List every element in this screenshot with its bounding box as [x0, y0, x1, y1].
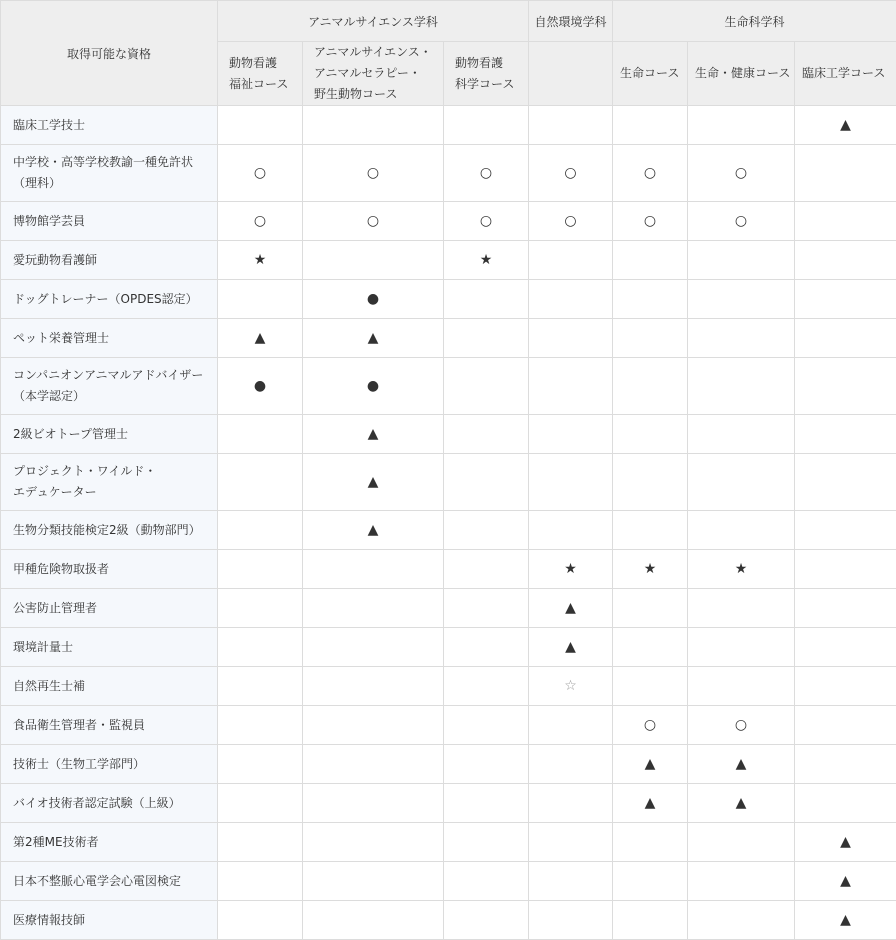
- star-mark: ★: [218, 241, 303, 280]
- empty-cell: [613, 511, 688, 550]
- empty-cell: [795, 202, 896, 241]
- course-header-clinical-engineering: 臨床工学コース: [795, 42, 896, 106]
- triangle-mark: ▲: [688, 745, 795, 784]
- group-header-animal-science: アニマルサイエンス学科: [218, 1, 529, 42]
- triangle-mark: ▲: [795, 901, 896, 940]
- empty-cell: [613, 106, 688, 145]
- table-row: [1, 511, 896, 550]
- table-row: [1, 202, 896, 241]
- filled-circle-mark: ●: [218, 358, 303, 415]
- qualification-name: 技術士（生物工学部門）: [1, 745, 218, 784]
- empty-cell: [303, 667, 444, 706]
- qualification-name: プロジェクト・ワイルド・ エデュケーター: [1, 454, 218, 511]
- triangle-mark: ▲: [529, 628, 613, 667]
- table-row: [1, 319, 896, 358]
- table-row: [1, 667, 896, 706]
- qualification-name: 愛玩動物看護師: [1, 241, 218, 280]
- empty-cell: [303, 106, 444, 145]
- open-circle-mark: ○: [303, 202, 444, 241]
- triangle-mark: ▲: [795, 823, 896, 862]
- qualification-name: ドッグトレーナー（OPDES認定）: [1, 280, 218, 319]
- empty-cell: [303, 862, 444, 901]
- empty-cell: [303, 823, 444, 862]
- empty-cell: [795, 628, 896, 667]
- table-row: [1, 784, 896, 823]
- empty-cell: [688, 415, 795, 454]
- empty-cell: [795, 280, 896, 319]
- empty-cell: [529, 241, 613, 280]
- empty-cell: [303, 241, 444, 280]
- empty-cell: [218, 280, 303, 319]
- open-circle-mark: ○: [613, 202, 688, 241]
- open-circle-mark: ○: [613, 706, 688, 745]
- empty-cell: [688, 823, 795, 862]
- empty-cell: [303, 901, 444, 940]
- filled-circle-mark: ●: [303, 358, 444, 415]
- table-header: [1, 1, 896, 106]
- empty-cell: [529, 415, 613, 454]
- empty-cell: [218, 745, 303, 784]
- empty-cell: [218, 550, 303, 589]
- empty-cell: [688, 319, 795, 358]
- table-row: [1, 280, 896, 319]
- empty-cell: [218, 823, 303, 862]
- empty-cell: [444, 589, 529, 628]
- empty-cell: [795, 550, 896, 589]
- empty-cell: [688, 628, 795, 667]
- empty-cell: [529, 358, 613, 415]
- empty-cell: [444, 415, 529, 454]
- triangle-mark: ▲: [303, 319, 444, 358]
- empty-cell: [613, 415, 688, 454]
- empty-cell: [529, 901, 613, 940]
- qualification-name: バイオ技術者認定試験（上級）: [1, 784, 218, 823]
- empty-cell: [218, 511, 303, 550]
- table-row: [1, 550, 896, 589]
- empty-cell: [613, 823, 688, 862]
- qualification-name: 食品衛生管理者・監視員: [1, 706, 218, 745]
- empty-cell: [795, 511, 896, 550]
- empty-cell: [218, 901, 303, 940]
- empty-cell: [688, 106, 795, 145]
- course-header-life: 生命コース: [613, 42, 688, 106]
- qualification-column-header: 取得可能な資格: [1, 1, 218, 106]
- empty-cell: [529, 745, 613, 784]
- course-header-life-health: 生命・健康コース: [688, 42, 795, 106]
- empty-cell: [303, 745, 444, 784]
- course-header-animal-nursing-welfare: 動物看護 福祉コース: [218, 42, 303, 106]
- open-star-mark: ☆: [529, 667, 613, 706]
- empty-cell: [688, 901, 795, 940]
- table-row: [1, 901, 896, 940]
- empty-cell: [303, 550, 444, 589]
- qualification-name: 第2種ME技術者: [1, 823, 218, 862]
- table-row: [1, 145, 896, 202]
- star-mark: ★: [613, 550, 688, 589]
- empty-cell: [444, 706, 529, 745]
- empty-cell: [688, 667, 795, 706]
- table-row: [1, 358, 896, 415]
- empty-cell: [218, 106, 303, 145]
- qualification-name: 公害防止管理者: [1, 589, 218, 628]
- empty-cell: [218, 706, 303, 745]
- empty-cell: [529, 862, 613, 901]
- open-circle-mark: ○: [303, 145, 444, 202]
- empty-cell: [795, 745, 896, 784]
- open-circle-mark: ○: [529, 145, 613, 202]
- star-mark: ★: [444, 241, 529, 280]
- course-header-natural-environment: [529, 42, 613, 106]
- empty-cell: [613, 319, 688, 358]
- qualification-name: 博物館学芸員: [1, 202, 218, 241]
- empty-cell: [444, 511, 529, 550]
- empty-cell: [529, 823, 613, 862]
- empty-cell: [688, 511, 795, 550]
- empty-cell: [688, 358, 795, 415]
- empty-cell: [795, 358, 896, 415]
- empty-cell: [444, 358, 529, 415]
- qualification-name: 医療情報技師: [1, 901, 218, 940]
- course-header-animal-nursing-science: 動物看護 科学コース: [444, 42, 529, 106]
- empty-cell: [303, 706, 444, 745]
- triangle-mark: ▲: [218, 319, 303, 358]
- open-circle-mark: ○: [218, 145, 303, 202]
- empty-cell: [613, 280, 688, 319]
- open-circle-mark: ○: [613, 145, 688, 202]
- open-circle-mark: ○: [529, 202, 613, 241]
- triangle-mark: ▲: [613, 784, 688, 823]
- empty-cell: [613, 454, 688, 511]
- open-circle-mark: ○: [688, 706, 795, 745]
- empty-cell: [613, 901, 688, 940]
- empty-cell: [613, 667, 688, 706]
- empty-cell: [795, 241, 896, 280]
- empty-cell: [529, 511, 613, 550]
- table-row: [1, 706, 896, 745]
- empty-cell: [218, 784, 303, 823]
- qualification-name: コンパニオンアニマルアドバイザー （本学認定）: [1, 358, 218, 415]
- qualification-name: 中学校・高等学校教諭一種免許状 （理科）: [1, 145, 218, 202]
- empty-cell: [218, 589, 303, 628]
- table-row: [1, 106, 896, 145]
- empty-cell: [613, 862, 688, 901]
- empty-cell: [688, 862, 795, 901]
- empty-cell: [444, 784, 529, 823]
- empty-cell: [688, 241, 795, 280]
- open-circle-mark: ○: [444, 145, 529, 202]
- star-mark: ★: [529, 550, 613, 589]
- empty-cell: [444, 454, 529, 511]
- table-row: [1, 745, 896, 784]
- empty-cell: [529, 706, 613, 745]
- table-row: [1, 628, 896, 667]
- qualification-name: 自然再生士補: [1, 667, 218, 706]
- empty-cell: [688, 454, 795, 511]
- table-row: [1, 415, 896, 454]
- triangle-mark: ▲: [688, 784, 795, 823]
- triangle-mark: ▲: [303, 511, 444, 550]
- triangle-mark: ▲: [613, 745, 688, 784]
- empty-cell: [444, 628, 529, 667]
- triangle-mark: ▲: [303, 454, 444, 511]
- empty-cell: [218, 667, 303, 706]
- empty-cell: [529, 280, 613, 319]
- empty-cell: [218, 454, 303, 511]
- empty-cell: [795, 319, 896, 358]
- empty-cell: [444, 667, 529, 706]
- open-circle-mark: ○: [688, 145, 795, 202]
- triangle-mark: ▲: [303, 415, 444, 454]
- table-row: [1, 589, 896, 628]
- empty-cell: [529, 319, 613, 358]
- empty-cell: [444, 823, 529, 862]
- empty-cell: [795, 706, 896, 745]
- course-header-animal-science-therapy-wildlife: アニマルサイエンス・ アニマルセラピー・ 野生動物コース: [303, 42, 444, 106]
- table-body: [1, 106, 896, 940]
- empty-cell: [795, 784, 896, 823]
- empty-cell: [444, 745, 529, 784]
- triangle-mark: ▲: [529, 589, 613, 628]
- star-mark: ★: [688, 550, 795, 589]
- group-header-life-science: 生命科学科: [613, 1, 896, 42]
- empty-cell: [795, 454, 896, 511]
- empty-cell: [303, 784, 444, 823]
- empty-cell: [795, 589, 896, 628]
- empty-cell: [613, 589, 688, 628]
- empty-cell: [218, 862, 303, 901]
- table-row: [1, 862, 896, 901]
- triangle-mark: ▲: [795, 862, 896, 901]
- empty-cell: [444, 550, 529, 589]
- triangle-mark: ▲: [795, 106, 896, 145]
- empty-cell: [795, 415, 896, 454]
- qualification-name: 日本不整脈心電学会心電図検定: [1, 862, 218, 901]
- empty-cell: [218, 415, 303, 454]
- empty-cell: [444, 862, 529, 901]
- empty-cell: [795, 145, 896, 202]
- qualification-name: ペット栄養管理士: [1, 319, 218, 358]
- empty-cell: [444, 106, 529, 145]
- empty-cell: [529, 454, 613, 511]
- qualification-name: 臨床工学技士: [1, 106, 218, 145]
- group-header-natural-environment: 自然環境学科: [529, 1, 613, 42]
- open-circle-mark: ○: [218, 202, 303, 241]
- qualification-name: 環境計量士: [1, 628, 218, 667]
- table-row: [1, 823, 896, 862]
- empty-cell: [218, 628, 303, 667]
- empty-cell: [529, 784, 613, 823]
- qualification-name: 生物分類技能検定2級（動物部門）: [1, 511, 218, 550]
- empty-cell: [303, 589, 444, 628]
- filled-circle-mark: ●: [303, 280, 444, 319]
- empty-cell: [444, 319, 529, 358]
- empty-cell: [795, 667, 896, 706]
- empty-cell: [613, 628, 688, 667]
- table-row: [1, 454, 896, 511]
- empty-cell: [444, 901, 529, 940]
- table-row: [1, 241, 896, 280]
- empty-cell: [613, 358, 688, 415]
- open-circle-mark: ○: [688, 202, 795, 241]
- qualification-name: 2級ビオトープ管理士: [1, 415, 218, 454]
- empty-cell: [303, 628, 444, 667]
- open-circle-mark: ○: [444, 202, 529, 241]
- empty-cell: [444, 280, 529, 319]
- empty-cell: [613, 241, 688, 280]
- empty-cell: [688, 280, 795, 319]
- empty-cell: [529, 106, 613, 145]
- qualification-name: 甲種危険物取扱者: [1, 550, 218, 589]
- empty-cell: [688, 589, 795, 628]
